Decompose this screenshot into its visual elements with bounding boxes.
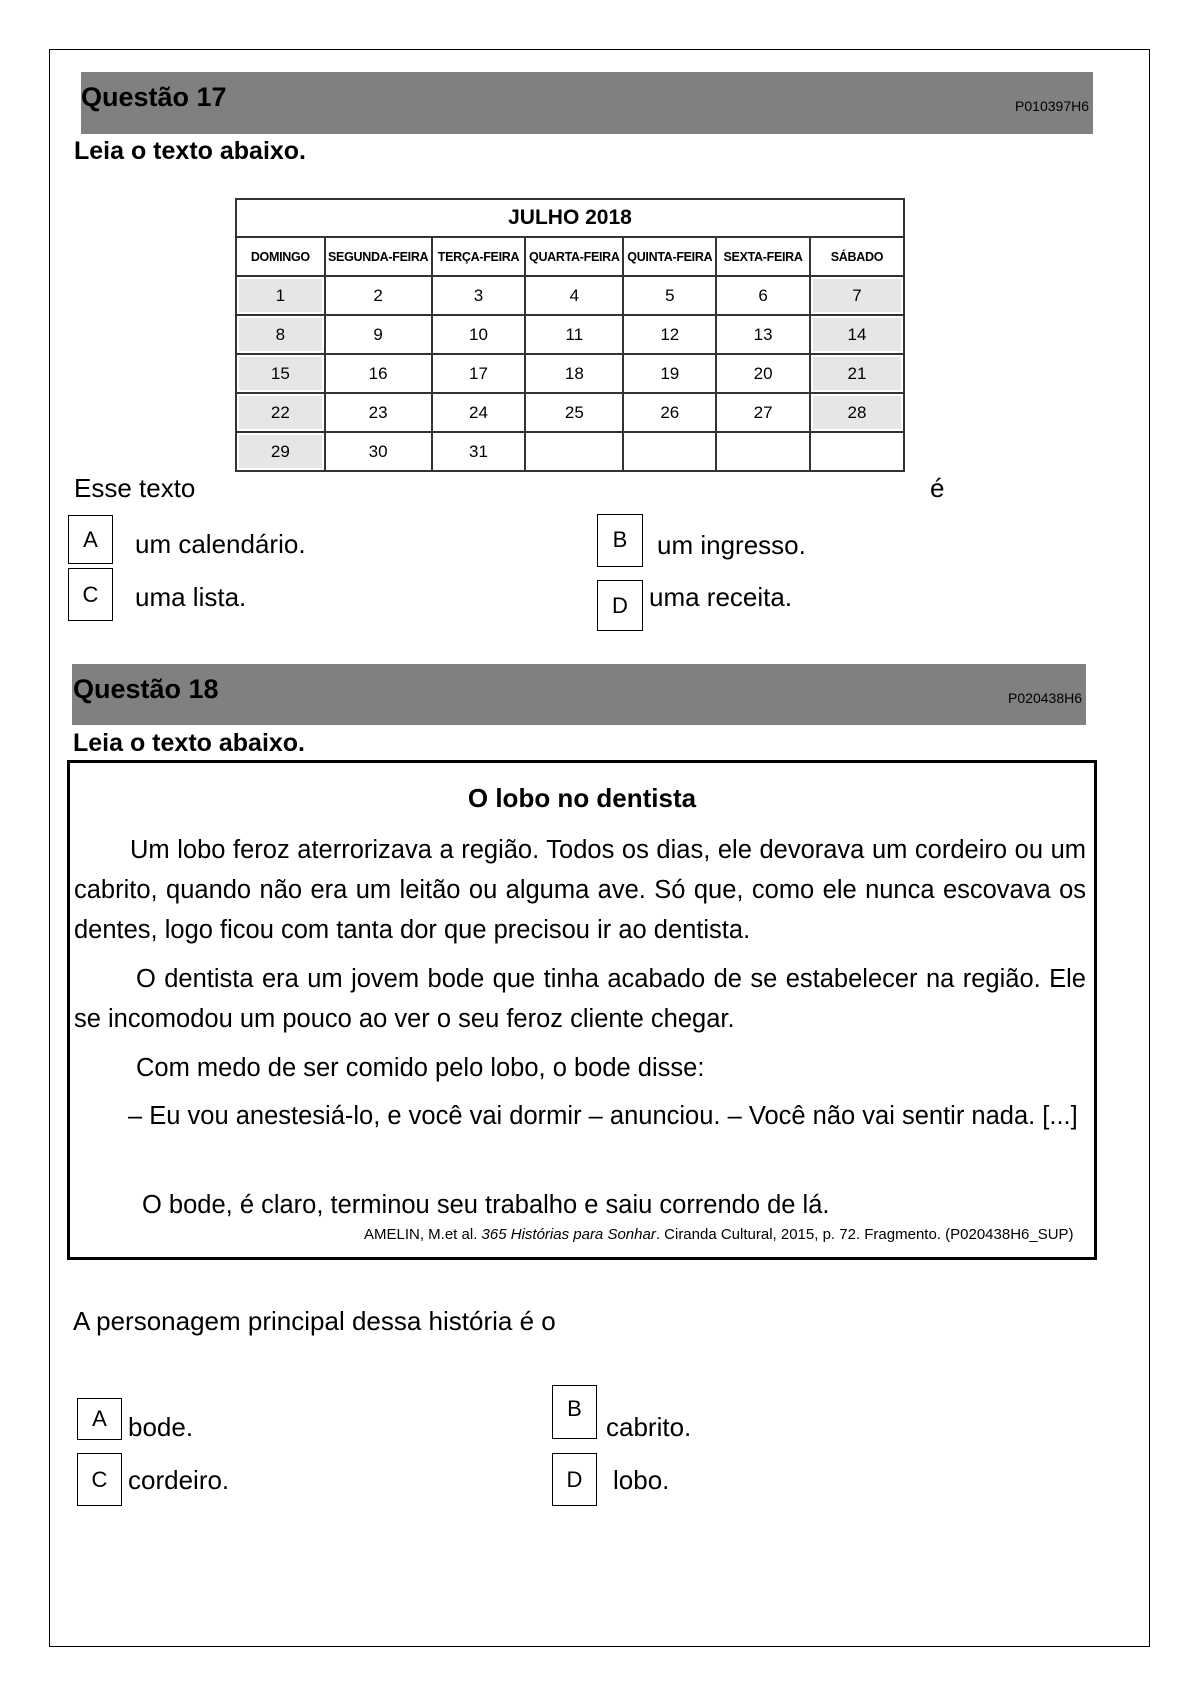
calendar-day — [623, 432, 716, 471]
story-paragraph: Com medo de ser comido pelo lobo, o bode disse: — [136, 1054, 705, 1082]
calendar-day: 31 — [432, 432, 526, 471]
weekday-header: SÁBADO — [810, 237, 904, 276]
question-code: P020438H6 — [1008, 690, 1082, 706]
calendar-day: 27 — [716, 393, 810, 432]
option-d-box[interactable]: D — [597, 580, 643, 631]
calendar-day: 8 — [236, 315, 325, 354]
calendar-day: 6 — [716, 276, 810, 315]
calendar-week — [236, 354, 904, 393]
option-c-text[interactable]: cordeiro. — [128, 1465, 230, 1495]
question-title: Questão 17 — [81, 82, 227, 112]
option-b-box[interactable]: B — [597, 514, 643, 567]
calendar-day: 1 — [236, 276, 325, 315]
calendar-week — [236, 276, 904, 315]
option-c-box[interactable]: C — [68, 568, 113, 621]
calendar-day: 11 — [525, 315, 623, 354]
question-stem: A personagem principal dessa história é o — [73, 1306, 556, 1336]
calendar-day — [525, 432, 623, 471]
weekday-header: TERÇA-FEIRA — [432, 237, 526, 276]
story-paragraph: O dentista era um jovem bode que tinha acabado de se estabelecer na região. Ele se incomodou um pouco ao ver o seu feroz cliente chegar. — [74, 965, 1086, 1033]
calendar-day: 21 — [810, 354, 904, 393]
calendar-day: 7 — [810, 276, 904, 315]
option-a-box[interactable]: A — [77, 1398, 122, 1440]
story-title: O lobo no dentista — [467, 783, 697, 813]
calendar-day: 19 — [623, 354, 716, 393]
calendar-day: 3 — [432, 276, 526, 315]
option-c-text[interactable]: uma lista. — [135, 582, 247, 612]
calendar-week — [236, 393, 904, 432]
calendar-day: 29 — [236, 432, 325, 471]
question-18-header — [72, 664, 1086, 725]
calendar-day — [810, 432, 904, 471]
calendar-day: 10 — [432, 315, 526, 354]
option-d-box[interactable]: D — [552, 1453, 597, 1506]
calendar-day: 13 — [716, 315, 810, 354]
option-b-box[interactable]: B — [552, 1385, 597, 1439]
question-stem: Esse texto — [74, 473, 196, 503]
calendar-day: 16 — [325, 354, 432, 393]
calendar-week — [236, 432, 904, 471]
calendar-day: 18 — [525, 354, 623, 393]
calendar-day: 20 — [716, 354, 810, 393]
calendar-day: 12 — [623, 315, 716, 354]
instruction: Leia o texto abaixo. — [73, 729, 306, 757]
citation — [364, 1226, 1074, 1243]
option-d-text[interactable]: lobo. — [613, 1465, 670, 1495]
option-c-box[interactable]: C — [77, 1453, 122, 1506]
question-title: Questão 18 — [73, 674, 219, 704]
option-b-text[interactable]: cabrito. — [606, 1412, 692, 1442]
instruction: Leia o texto abaixo. — [74, 137, 307, 165]
calendar-title: JULHO 2018 — [236, 199, 904, 237]
weekday-header: DOMINGO — [236, 237, 325, 276]
question-code: P010397H6 — [1015, 98, 1089, 114]
calendar-table — [235, 198, 905, 472]
story-paragraph: O bode, é claro, terminou seu trabalho e saiu correndo de lá. — [142, 1191, 830, 1219]
story-box — [67, 760, 1097, 1260]
weekday-header: QUINTA-FEIRA — [623, 237, 716, 276]
citation-author: AMELIN, M.et al. — [364, 1226, 482, 1243]
story-paragraph: – Eu vou anestesiá-lo, e você vai dormir – anunciou. – Você não vai sentir nada. [...] — [128, 1102, 1078, 1130]
calendar-day: 30 — [325, 432, 432, 471]
calendar-day: 25 — [525, 393, 623, 432]
option-a-text[interactable]: um calendário. — [135, 529, 306, 559]
option-b-text[interactable]: um ingresso. — [657, 530, 806, 560]
calendar-day: 14 — [810, 315, 904, 354]
option-a-box[interactable]: A — [68, 515, 113, 564]
calendar-day: 26 — [623, 393, 716, 432]
calendar-day: 5 — [623, 276, 716, 315]
calendar-day: 24 — [432, 393, 526, 432]
calendar-day: 15 — [236, 354, 325, 393]
citation-rest: . Ciranda Cultural, 2015, p. 72. Fragmento. (P020438H6_SUP) — [655, 1226, 1074, 1243]
question-17-header — [81, 72, 1093, 134]
calendar-day: 9 — [325, 315, 432, 354]
calendar-day: 22 — [236, 393, 325, 432]
story-paragraph: Um lobo feroz aterrorizava a região. Todos os dias, ele devorava um cordeiro ou um cabrito, quando não era um leitão ou alguma ave. Só que, como ele nunca escovava os dentes, logo ficou com tanta dor que precisou ir ao dentista. — [74, 836, 1086, 944]
option-a-text[interactable]: bode. — [128, 1412, 194, 1442]
weekday-header: SEXTA-FEIRA — [716, 237, 810, 276]
citation-book: 365 Histórias para Sonhar — [481, 1226, 656, 1243]
question-stem-end: é — [930, 473, 945, 503]
weekday-header: SEGUNDA-FEIRA — [325, 237, 432, 276]
calendar-day: 2 — [325, 276, 432, 315]
calendar-day: 23 — [325, 393, 432, 432]
calendar-day: 4 — [525, 276, 623, 315]
weekday-header: QUARTA-FEIRA — [525, 237, 623, 276]
calendar-day — [716, 432, 810, 471]
option-d-text[interactable]: uma receita. — [649, 582, 793, 612]
calendar-day: 17 — [432, 354, 526, 393]
calendar-day: 28 — [810, 393, 904, 432]
calendar-week — [236, 315, 904, 354]
